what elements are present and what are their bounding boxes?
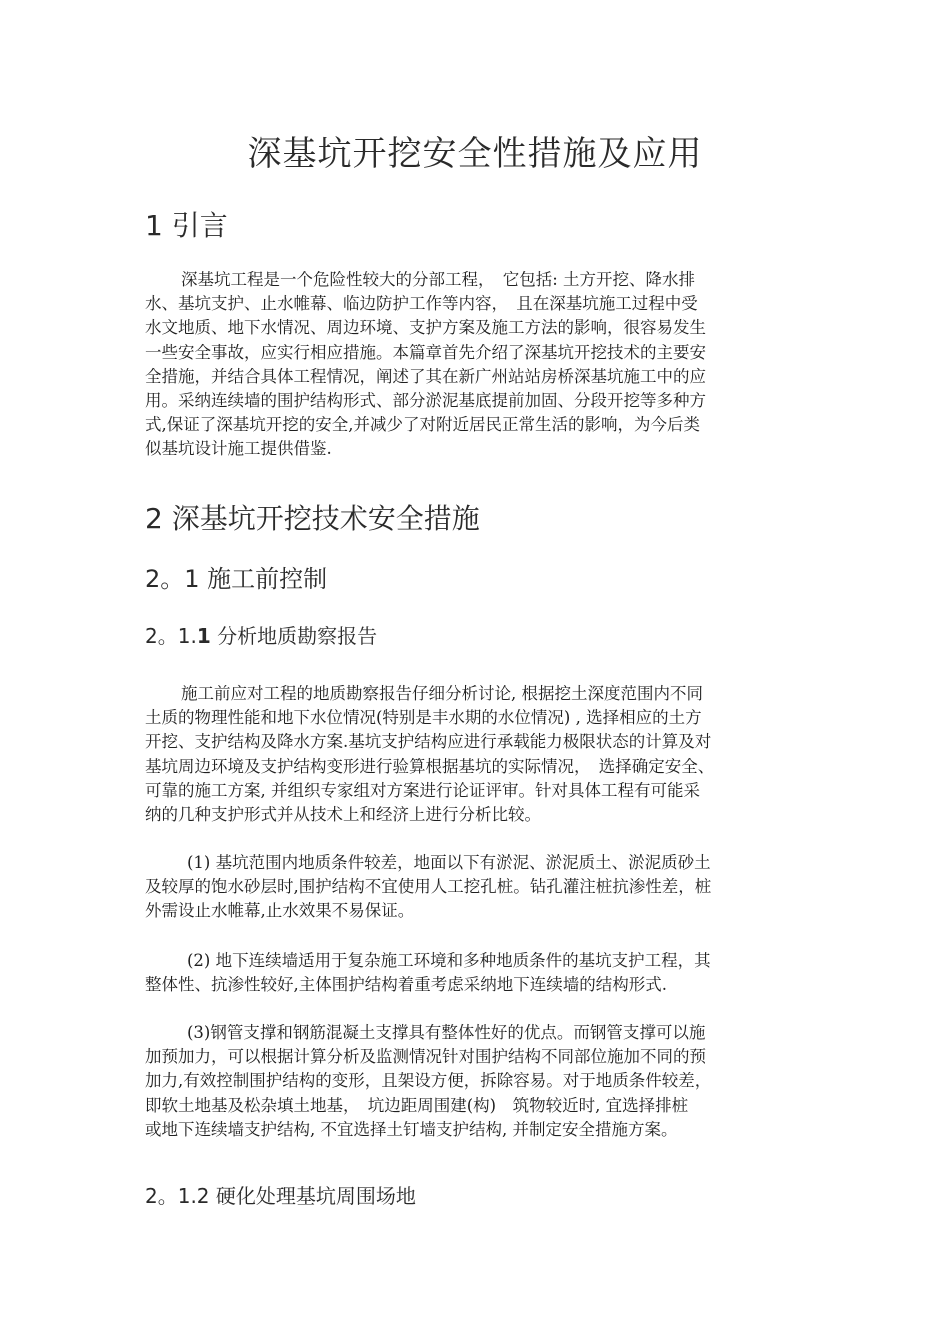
- paragraph-line: 用。采纳连续墙的围护结构形式、部分淤泥基底提前加固、分段开挖等多种方: [145, 391, 706, 411]
- paragraph-line: 施工前应对工程的地质勘察报告仔细分析讨论, 根据挖土深度范围内不同: [181, 684, 703, 703]
- paragraph-line: 似基坑设计施工提供借鉴.: [145, 439, 332, 459]
- subsubsection-heading-geology-report: [145, 620, 377, 649]
- section-heading-intro: 1 引言: [145, 209, 228, 242]
- paragraph-line: 及较厚的饱水砂层时,围护结构不宜使用人工挖孔桩。钻孔灌注桩抗渗性差，桩: [145, 877, 712, 897]
- heading-prefix: 2。1.: [145, 624, 197, 648]
- paragraph-line: 整体性、抗渗性较好,主体围护结构着重考虑采纳地下连续墙的结构形式.: [145, 975, 667, 995]
- paragraph-line: 土质的物理性能和地下水位情况(特别是丰水期的水位情况) , 选择相应的土方: [145, 708, 702, 728]
- paragraph-line: 纳的几种支护形式并从技术上和经济上进行分析比较。: [145, 805, 541, 825]
- list-item-3: [145, 1021, 810, 1142]
- paragraph-line: 水文地质、地下水情况、周边环境、支护方案及施工方法的影响，很容易发生: [145, 318, 706, 338]
- geology-paragraph: [145, 682, 810, 827]
- document-title: 深基坑开挖安全性措施及应用: [247, 134, 703, 174]
- list-item-2: [145, 949, 810, 997]
- heading-number-bold: 1: [196, 624, 211, 648]
- paragraph-line: 基坑周边环境及支护结构变形进行验算根据基坑的实际情况， 选择确定安全、: [145, 756, 715, 776]
- subsubsection-heading-site-hardening: 2。1.2 硬化处理基坑周围场地: [145, 1184, 416, 1208]
- section-heading-safety-measures: 2 深基坑开挖技术安全措施: [145, 502, 480, 535]
- heading-text: 分析地质勘察报告: [210, 624, 378, 648]
- paragraph-line: 水、基坑支护、止水帷幕、临边防护工作等内容， 且在深基坑施工过程中受: [145, 294, 698, 314]
- paragraph-line: 深基坑工程是一个危险性较大的分部工程， 它包括: 土方开挖、降水排: [181, 270, 696, 289]
- paragraph-line: (2) 地下连续墙适用于复杂施工环境和多种地质条件的基坑支护工程，其: [187, 951, 711, 970]
- paragraph-line: (3)钢管支撑和钢筋混凝土支撑具有整体性好的优点。而钢管支撑可以施: [187, 1023, 706, 1042]
- paragraph-line: 全措施，并结合具体工程情况，阐述了其在新广州站站房桥深基坑施工中的应: [145, 366, 706, 386]
- paragraph-line: 加力,有效控制围护结构的变形，且架设方便，拆除容易。对于地质条件较差，: [145, 1071, 712, 1091]
- paragraph-line: 即软土地基及松杂填土地基， 坑边距周围建(构) 筑物较近时, 宜选择排桩: [145, 1095, 689, 1115]
- paragraph-line: 式,保证了深基坑开挖的安全,并减少了对附近居民正常生活的影响，为今后类: [145, 415, 700, 435]
- paragraph-line: 开挖、支护结构及降水方案.基坑支护结构应进行承载能力极限状态的计算及对: [145, 732, 712, 752]
- intro-paragraph: [145, 268, 810, 462]
- paragraph-line: 一些安全事故，应实行相应措施。本篇章首先介绍了深基坑开挖技术的主要安: [145, 342, 706, 362]
- paragraph-line: 加预加力，可以根据计算分析及监测情况针对围护结构不同部位施加不同的预: [145, 1047, 706, 1067]
- paragraph-line: 外需设止水帷幕,止水效果不易保证。: [145, 901, 415, 921]
- list-item-1: [145, 851, 810, 924]
- subsection-heading-pre-construction: 2。1 施工前控制: [145, 565, 328, 593]
- paragraph-line: 可靠的施工方案, 并组织专家组对方案进行论证评审。针对具体工程有可能采: [145, 780, 700, 800]
- paragraph-line: (1) 基坑范围内地质条件较差，地面以下有淤泥、淤泥质土、淤泥质砂土: [187, 853, 711, 872]
- paragraph-line: 或地下连续墙支护结构, 不宜选择土钉墙支护结构, 并制定安全措施方案。: [145, 1119, 678, 1139]
